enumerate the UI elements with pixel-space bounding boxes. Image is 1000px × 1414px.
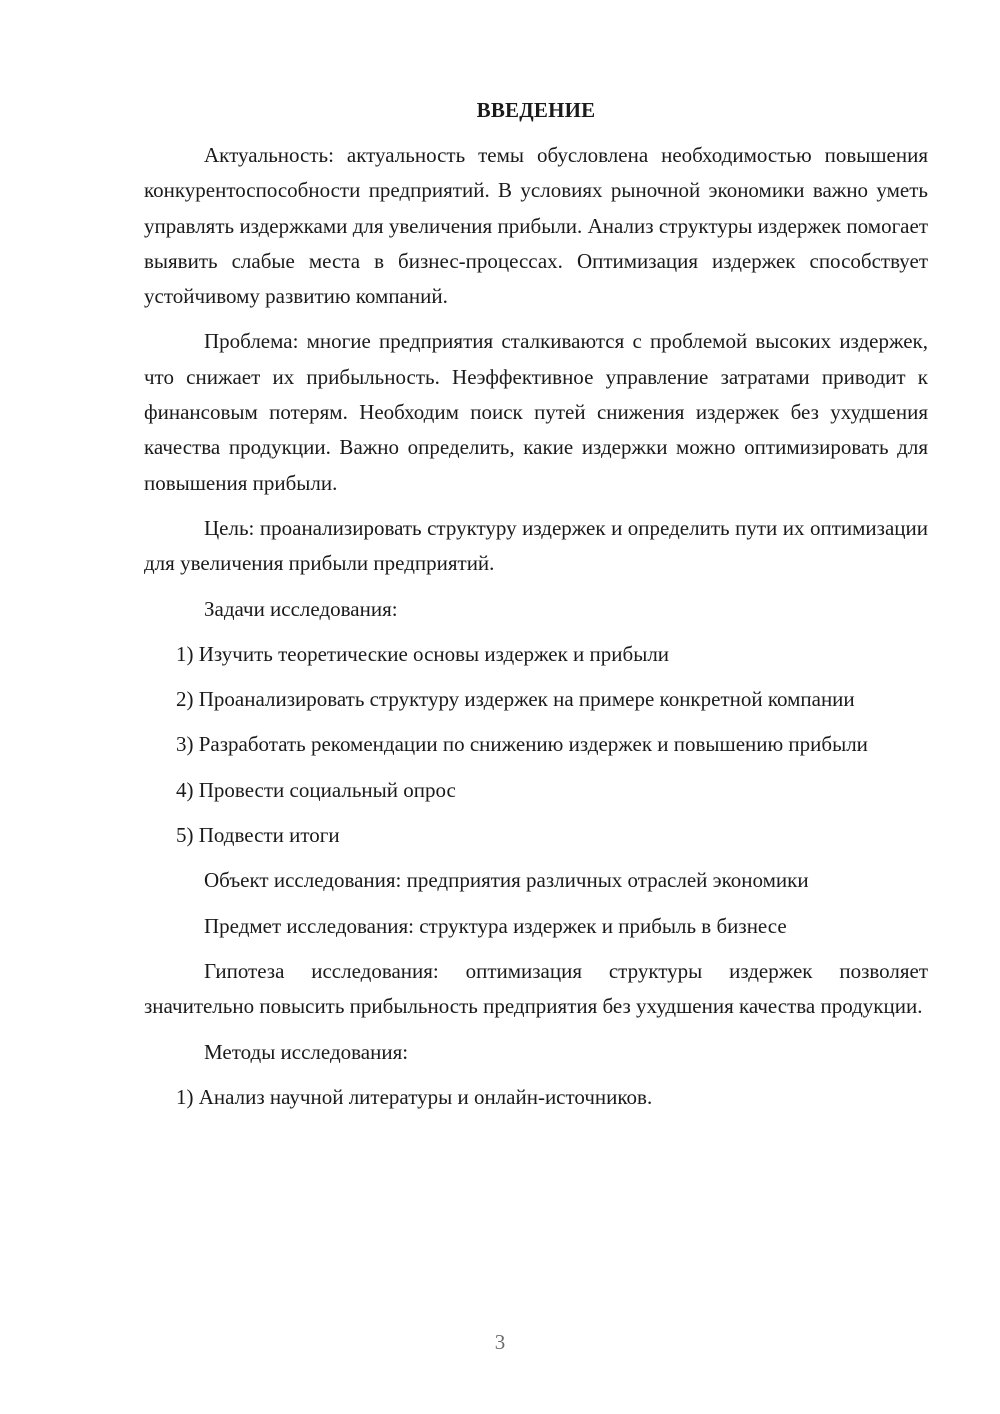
- page-content: [144, 96, 928, 1125]
- task-item-3: 3) Разработать рекомендации по снижению издержек и повышению прибыли: [176, 732, 868, 757]
- task-item-5: 5) Подвести итоги: [176, 823, 340, 848]
- tasks-heading: Задачи исследования:: [204, 596, 398, 621]
- task-item-1: 1) Изучить теоретические основы издержек и прибыли: [176, 641, 670, 666]
- task-item-2: 2) Проанализировать структуру издержек на примере конкретной компании: [176, 687, 855, 712]
- problem-paragraph: Проблема: многие предприятия сталкиваются с проблемой высоких издержек, что снижает их прибыльность. Неэффективное управление затратами приводит к финансовым потерям. Необходим поиск путей снижения издержек без ухудшения качества продукции. Важно определить, какие издержки можно оптимизировать для повышения прибыли.: [144, 329, 928, 495]
- relevance-paragraph: Актуальность: актуальность темы обусловлена необходимостью повышения конкурентоспособности предприятий. В условиях рыночной экономики важно уметь управлять издержками для увеличения прибыли. Анализ структуры издержек помогает выявить слабые места в бизнес-процессах. Оптимизация издержек способствует устойчивому развитию компаний.: [144, 143, 928, 309]
- research-object-paragraph: Объект исследования: предприятия различных отраслей экономики: [204, 868, 809, 893]
- hypothesis-paragraph: Гипотеза исследования: оптимизация структуры издержек позволяет значительно повысить прибыльность предприятия без ухудшения качества продукции.: [144, 958, 928, 1019]
- methods-heading: Методы исследования:: [204, 1039, 409, 1064]
- section-title: ВВЕДЕНИЕ: [476, 98, 596, 122]
- task-item-4: 4) Провести социальный опрос: [176, 777, 456, 802]
- goal-paragraph: Цель: проанализировать структуру издержек и определить пути их оптимизации для увеличения прибыли предприятий.: [144, 515, 928, 576]
- research-subject-paragraph: Предмет исследования: структура издержек и прибыль в бизнесе: [204, 913, 787, 938]
- method-item-1: 1) Анализ научной литературы и онлайн-источников.: [176, 1084, 653, 1109]
- page-number: 3: [494, 1330, 506, 1354]
